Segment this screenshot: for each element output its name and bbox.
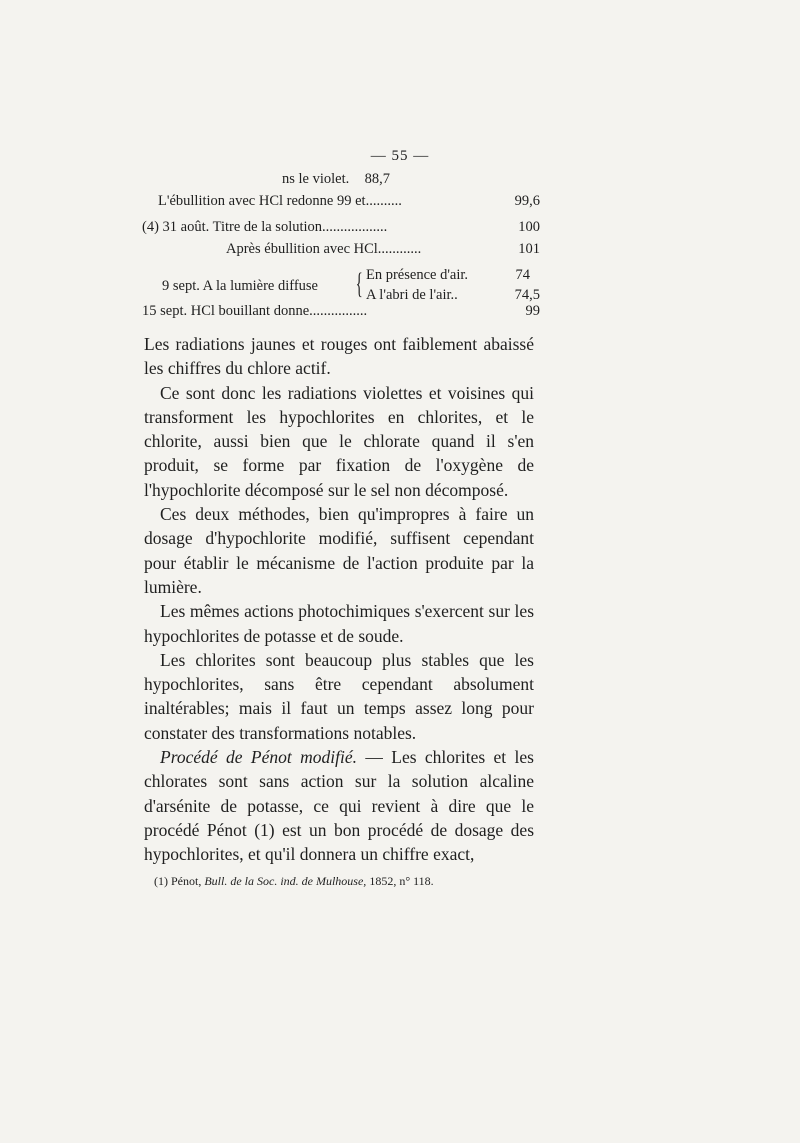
paragraph: Les mêmes actions photochimiques s'exercent sur les hypochlorites de potasse et de soude. (144, 601, 534, 646)
row-value: 74 (515, 267, 530, 283)
footnote (154, 874, 534, 889)
row-value: 101 (518, 241, 540, 257)
paragraph: Les chlorites sont beaucoup plus stables que les hypochlorites, sans être cependant absolument inaltérables; mais il faut un temps assez long pour constater des transformations notables. (144, 649, 534, 743)
paragraph (144, 745, 534, 866)
row-value: 88,7 (364, 171, 390, 187)
row-text: L'ébullition avec HCl redonne 99 et.......... (158, 193, 402, 209)
page-number: — 55 — (370, 148, 430, 164)
table-row (148, 190, 540, 212)
row-label: 9 sept. A la lumière diffuse (162, 278, 318, 294)
footnote-marker: (1) Pénot, (154, 874, 202, 888)
brace-symbol: { (355, 267, 363, 300)
row-value: 99,6 (514, 193, 540, 209)
table-row (142, 300, 540, 322)
paragraph: Ces deux méthodes, bien qu'impropres à faire un dosage d'hypochlorite modifié, suffisent cependant pour établir le mécanisme de l'action produite par la lumière. (144, 504, 534, 597)
paragraph: Les radiations jaunes et rouges ont faiblement abaissé les chiffres du chlore actif. (144, 334, 534, 379)
body-text (144, 332, 534, 867)
section-heading: Procédé de Pénot modifié. (160, 747, 357, 768)
table-row (148, 238, 540, 260)
row-text: En présence d'air. (366, 267, 469, 283)
row-text: (4) 31 août. Titre de la solution.................. (142, 219, 388, 235)
table-row (148, 168, 540, 190)
paragraph-text: — Les chlorites et les chlorates sont sans action sur la solution alcaline d'arsénite de potasse, ce qui revient à dire que le procédé Pénot (1) est un bon procédé de dosage des hypochlorites, et qu'il donnera un chiffre exact, (144, 747, 534, 865)
row-value: 99 (525, 303, 540, 319)
table-row (142, 216, 540, 238)
footnote-details: 1852, n° 118. (369, 874, 434, 888)
row-value: 100 (518, 219, 540, 235)
row-text: ns le violet. (282, 171, 350, 187)
row-text: A l'abri de l'air.. (366, 287, 458, 303)
row-text: 15 sept. HCl bouillant donne................ (142, 303, 368, 319)
row-text: Après ébullition avec HCl............ (226, 241, 422, 257)
footnote-source: Bull. de la Soc. ind. de Mulhouse, (204, 874, 367, 888)
row-value: 74,5 (514, 287, 540, 303)
paragraph: Ce sont donc les radiations violettes et voisines qui transforment les hypochlorites en chlorites, et le chlorite, aussi bien que le chlorate quand il s'en produit, se forme par fixation de l'oxygène de l'hypochlorite décomposé sur le sel non décomposé. (144, 382, 534, 500)
